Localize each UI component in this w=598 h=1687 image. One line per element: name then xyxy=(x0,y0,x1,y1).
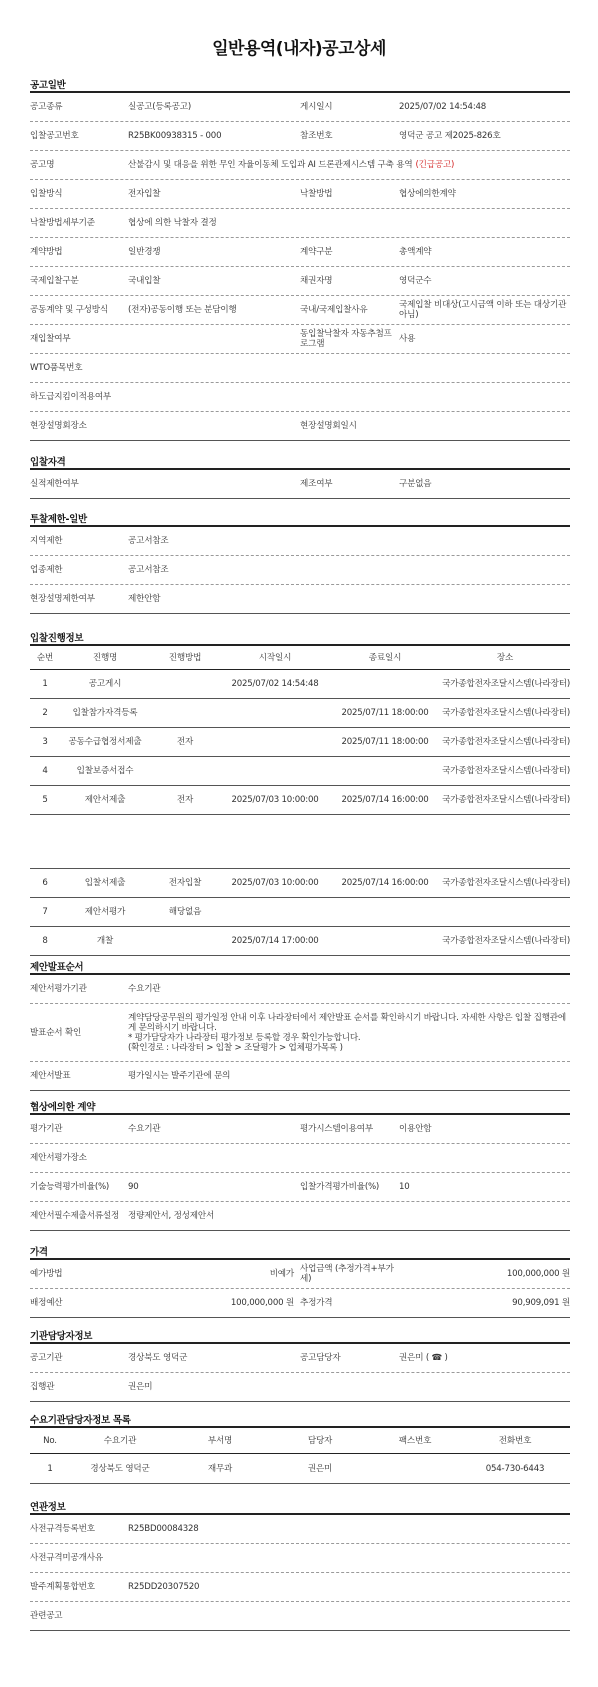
field-label: 채권자명 xyxy=(300,276,333,286)
field-label: 계약구분 xyxy=(300,247,333,257)
section-title: 가격 xyxy=(30,1245,570,1260)
field-label: 국제입찰구분 xyxy=(30,276,79,286)
field-label: 입찰방식 xyxy=(30,189,63,199)
info-row xyxy=(30,1515,570,1544)
field-value xyxy=(128,1382,570,1392)
col-header: 수요기관 xyxy=(103,1435,137,1446)
section-price xyxy=(30,1245,570,1318)
progress-name: 제안서제출 xyxy=(84,795,126,805)
info-row xyxy=(30,383,570,412)
progress-name: 개찰 xyxy=(96,936,114,946)
field-value: 국제입찰 비대상(고시금액 이하 또는 대상기관아님) xyxy=(399,300,567,320)
progress-method: 해당없음 xyxy=(168,907,202,917)
info-row xyxy=(30,93,570,122)
field-label: 발주계획통합번호 xyxy=(30,1582,95,1592)
field-label: 하도급지킴이적용여부 xyxy=(30,392,112,402)
field-value xyxy=(128,1582,570,1592)
field-value-text: 계약담당공무원의 평가일정 안내 이후 나라장터에서 제안발표 순서를 확인하시기 바랍니다. 자세한 사항은 입찰 집행관에게 문의하시기 바랍니다. * 평가담당자가 나라장터 평가정보 등록할 경우 확인가능합니다. (확인경로 : 나라장터 > 입찰 > 조달평가 > 업체평가목록 ) xyxy=(128,1012,566,1053)
table-row xyxy=(30,786,570,815)
field-value: 일반경쟁 xyxy=(128,247,161,257)
col-header: No. xyxy=(43,1435,57,1446)
progress-no: 8 xyxy=(42,936,48,946)
demand-dept: 재무과 xyxy=(207,1463,233,1474)
field-label: 참조번호 xyxy=(300,131,333,141)
field-label: 업종제한 xyxy=(30,565,63,575)
info-row xyxy=(30,238,570,267)
field-value: (전자)공동이행 또는 분담이행 xyxy=(128,305,237,315)
field-label: 공고기관 xyxy=(30,1353,63,1363)
progress-name: 입찰보증서접수 xyxy=(76,766,134,776)
field-label: 실적제한여부 xyxy=(30,479,79,489)
field-label: 계약방법 xyxy=(30,247,63,257)
field-label: 국내/국제입찰사유 xyxy=(300,305,368,315)
field-label: 제안서필수제출서류설정 xyxy=(30,1211,120,1221)
field-label: 낙찰방법세부기준 xyxy=(30,218,95,228)
field-label: 제안서평가기관 xyxy=(30,984,87,994)
progress-end: 2025/07/14 16:00:00 xyxy=(341,878,429,888)
field-label: 공고담당자 xyxy=(300,1353,341,1363)
field-label: 제조여부 xyxy=(300,479,333,489)
section-title: 기관담당자정보 xyxy=(30,1329,570,1344)
field-value: 구분없음 xyxy=(399,479,432,489)
field-value: 국내입찰 xyxy=(128,276,161,286)
section-qualification xyxy=(30,455,570,499)
field-label: 현장설명회일시 xyxy=(300,421,357,431)
field-label: WTO품목번호 xyxy=(30,363,83,373)
info-row xyxy=(30,975,570,1004)
field-label: 재입찰여부 xyxy=(30,334,71,344)
field-value-text: R25BD00084328 xyxy=(128,1524,199,1534)
demand-table-header xyxy=(30,1428,570,1454)
info-row xyxy=(30,412,570,441)
progress-name: 공동수급협정서제출 xyxy=(68,737,142,747)
col-header: 종료일시 xyxy=(368,652,402,663)
col-header: 팩스번호 xyxy=(398,1435,432,1446)
field-label: 제안서발표 xyxy=(30,1071,71,1081)
field-value: 권은미 ( ☎ ) xyxy=(399,1353,448,1363)
field-value: 10 xyxy=(399,1182,410,1192)
field-value-text: 산불감시 및 대응을 위한 무인 자율이동체 도입과 AI 드론관제시스템 구축 용역 xyxy=(128,160,413,170)
info-row xyxy=(30,1202,570,1231)
info-row xyxy=(30,1602,570,1631)
section-title: 수요기관담당자정보 목록 xyxy=(30,1413,570,1428)
progress-no: 5 xyxy=(42,795,48,805)
field-label: 사전규격등록번호 xyxy=(30,1524,95,1534)
section-progress xyxy=(30,631,570,956)
field-value-text: 권은미 xyxy=(128,1382,153,1392)
field-value: 비예가 xyxy=(269,1269,294,1279)
section-title: 입찰진행정보 xyxy=(30,631,570,646)
demand-no: 1 xyxy=(47,1463,53,1474)
info-row xyxy=(30,1115,570,1144)
field-value xyxy=(128,1071,570,1081)
info-row xyxy=(30,1173,570,1202)
info-row xyxy=(30,1573,570,1602)
field-label: 평가기관 xyxy=(30,1124,63,1134)
section-title: 입찰자격 xyxy=(30,455,570,470)
progress-no: 1 xyxy=(42,679,48,689)
section-title: 제안발표순서 xyxy=(30,960,570,975)
field-label: 공동계약 및 구성방식 xyxy=(30,305,108,315)
field-value: 이용안함 xyxy=(399,1124,432,1134)
field-value: 영덕군수 xyxy=(399,276,432,286)
section-demand xyxy=(30,1413,570,1484)
progress-place: 국가종합전자조달시스템(나라장터) xyxy=(442,936,570,946)
field-label: 사업금액 (추정가격+부가세) xyxy=(300,1264,394,1284)
field-value: 영덕군 공고 제2025-826호 xyxy=(399,131,501,141)
progress-name: 공고게시 xyxy=(88,679,122,689)
info-row xyxy=(30,1373,570,1402)
field-label: 현장설명제한여부 xyxy=(30,594,95,604)
field-label: 기술능력평가비율(%) xyxy=(30,1182,110,1192)
info-row xyxy=(30,1260,570,1289)
info-row xyxy=(30,1144,570,1173)
progress-end: 2025/07/14 16:00:00 xyxy=(341,795,429,805)
table-row xyxy=(30,699,570,728)
col-header: 진행방법 xyxy=(168,652,202,663)
info-row xyxy=(30,296,570,325)
field-value: 경상북도 영덕군 xyxy=(128,1353,188,1363)
field-value: 전자입찰 xyxy=(128,189,161,199)
info-row xyxy=(30,527,570,556)
section-title: 공고일반 xyxy=(30,78,570,93)
section-restriction xyxy=(30,512,570,614)
col-header: 전화번호 xyxy=(498,1435,532,1446)
progress-name: 제안서평가 xyxy=(84,907,126,917)
col-header: 순번 xyxy=(36,652,54,663)
field-label: 입찰가격평가비율(%) xyxy=(300,1182,380,1192)
field-value: 수요기관 xyxy=(128,1124,161,1134)
info-row xyxy=(30,122,570,151)
field-label: 입찰공고번호 xyxy=(30,131,79,141)
field-value-text: 공고서참조 xyxy=(128,536,169,546)
field-value xyxy=(128,1524,570,1534)
section-title: 협상에의한 계약 xyxy=(30,1100,570,1115)
field-value: 실공고(등록공고) xyxy=(128,102,192,112)
section-general xyxy=(30,78,570,441)
info-row xyxy=(30,180,570,209)
demand-tel: 054-730-6443 xyxy=(485,1463,545,1474)
progress-end: 2025/07/11 18:00:00 xyxy=(341,737,429,747)
info-row xyxy=(30,209,570,238)
info-row xyxy=(30,1062,570,1091)
progress-start: 2025/07/03 10:00:00 xyxy=(231,878,319,888)
field-label: 동입찰낙찰자 자동추첨프로그램 xyxy=(300,329,392,349)
table-gap xyxy=(30,815,570,869)
info-row xyxy=(30,354,570,383)
col-header: 진행명 xyxy=(92,652,118,663)
field-value xyxy=(128,1211,570,1221)
progress-place: 국가종합전자조달시스템(나라장터) xyxy=(442,737,570,747)
urgent-badge: (긴급공고) xyxy=(415,160,455,170)
field-label: 평가시스템이용여부 xyxy=(300,1124,373,1134)
section-title: 투찰제한-일반 xyxy=(30,512,570,527)
field-value xyxy=(128,1013,570,1053)
progress-no: 7 xyxy=(42,907,48,917)
demand-org: 경상북도 영덕군 xyxy=(90,1463,150,1474)
field-value xyxy=(128,594,570,604)
field-value: 사용 xyxy=(399,334,416,344)
progress-start: 2025/07/02 14:54:48 xyxy=(231,679,319,689)
progress-place: 국가종합전자조달시스템(나라장터) xyxy=(442,795,570,805)
field-value-text: R25DD20307520 xyxy=(128,1582,200,1592)
field-value: 90,909,091 원 xyxy=(512,1298,570,1308)
field-value xyxy=(128,218,570,228)
info-row xyxy=(30,585,570,614)
field-value-text: 제한안함 xyxy=(128,594,161,604)
section-presentation xyxy=(30,960,570,1091)
progress-no: 3 xyxy=(42,737,48,747)
field-value: 협상에의한계약 xyxy=(399,189,456,199)
field-label: 추정가격 xyxy=(300,1298,333,1308)
progress-no: 6 xyxy=(42,878,48,888)
progress-method: 전자 xyxy=(176,795,194,805)
page-title: 일반용역(내자)공고상세 xyxy=(212,39,386,59)
field-value xyxy=(128,984,570,994)
info-row xyxy=(30,470,570,499)
info-row xyxy=(30,1544,570,1573)
demand-person: 권은미 xyxy=(307,1463,333,1474)
field-value-text: 협상에 의한 낙찰자 결정 xyxy=(128,218,217,228)
progress-start: 2025/07/14 17:00:00 xyxy=(231,936,319,946)
field-value-text: 평가일시는 발주기관에 문의 xyxy=(128,1071,231,1081)
table-row xyxy=(30,869,570,898)
field-value: 90 xyxy=(128,1182,139,1192)
field-value xyxy=(128,536,570,546)
table-row xyxy=(30,1454,570,1484)
progress-no: 2 xyxy=(42,708,48,718)
field-label: 지역제한 xyxy=(30,536,63,546)
info-row xyxy=(30,151,570,180)
progress-name: 입찰서제출 xyxy=(84,878,126,888)
field-value: 100,000,000 원 xyxy=(506,1269,570,1279)
field-label: 관련공고 xyxy=(30,1611,63,1621)
progress-no: 4 xyxy=(42,766,48,776)
progress-table-header xyxy=(30,646,570,670)
info-row xyxy=(30,325,570,354)
field-value xyxy=(128,565,570,575)
section-related xyxy=(30,1500,570,1631)
progress-start: 2025/07/03 10:00:00 xyxy=(231,795,319,805)
col-header: 담당자 xyxy=(307,1435,333,1446)
section-title: 연관정보 xyxy=(30,1500,570,1515)
table-row xyxy=(30,757,570,786)
field-label: 집행관 xyxy=(30,1382,55,1392)
section-contact xyxy=(30,1329,570,1402)
table-row xyxy=(30,927,570,956)
field-label: 현장설명회장소 xyxy=(30,421,87,431)
field-label: 게시일시 xyxy=(300,102,333,112)
field-value: 2025/07/02 14:54:48 xyxy=(399,102,487,112)
info-row xyxy=(30,1004,570,1062)
field-value-text: 수요기관 xyxy=(128,984,161,994)
info-row xyxy=(30,267,570,296)
col-header: 시작일시 xyxy=(258,652,292,663)
field-value-text: 정량제안서, 정성제안서 xyxy=(128,1211,215,1221)
field-value-text: 공고서참조 xyxy=(128,565,169,575)
progress-place: 국가종합전자조달시스템(나라장터) xyxy=(442,708,570,718)
field-value xyxy=(128,160,570,170)
col-header: 부서명 xyxy=(207,1435,233,1446)
field-label: 공고종류 xyxy=(30,102,63,112)
field-label: 발표순서 확인 xyxy=(30,1027,82,1038)
field-value: 총액계약 xyxy=(399,247,432,257)
progress-place: 국가종합전자조달시스템(나라장터) xyxy=(442,878,570,888)
field-label: 제안서평가장소 xyxy=(30,1153,87,1163)
progress-end: 2025/07/11 18:00:00 xyxy=(341,708,429,718)
section-negotiation xyxy=(30,1100,570,1231)
progress-name: 입찰참가자격등록 xyxy=(72,708,138,718)
field-label: 낙찰방법 xyxy=(300,189,333,199)
info-row xyxy=(30,556,570,585)
info-row xyxy=(30,1344,570,1373)
field-label: 사전규격미공개사유 xyxy=(30,1553,103,1563)
field-value: R25BK00938315 - 000 xyxy=(128,131,222,141)
progress-place: 국가종합전자조달시스템(나라장터) xyxy=(442,766,570,776)
table-row xyxy=(30,898,570,927)
table-row xyxy=(30,728,570,757)
field-value: 100,000,000 원 xyxy=(230,1298,294,1308)
field-label: 공고명 xyxy=(30,160,55,170)
info-row xyxy=(30,1289,570,1318)
progress-method: 전자입찰 xyxy=(168,878,202,888)
progress-place: 국가종합전자조달시스템(나라장터) xyxy=(442,679,570,689)
col-header: 장소 xyxy=(496,652,514,663)
progress-method: 전자 xyxy=(176,737,194,747)
field-label: 배정예산 xyxy=(30,1298,63,1308)
field-label: 예가방법 xyxy=(30,1269,63,1279)
table-row xyxy=(30,670,570,699)
